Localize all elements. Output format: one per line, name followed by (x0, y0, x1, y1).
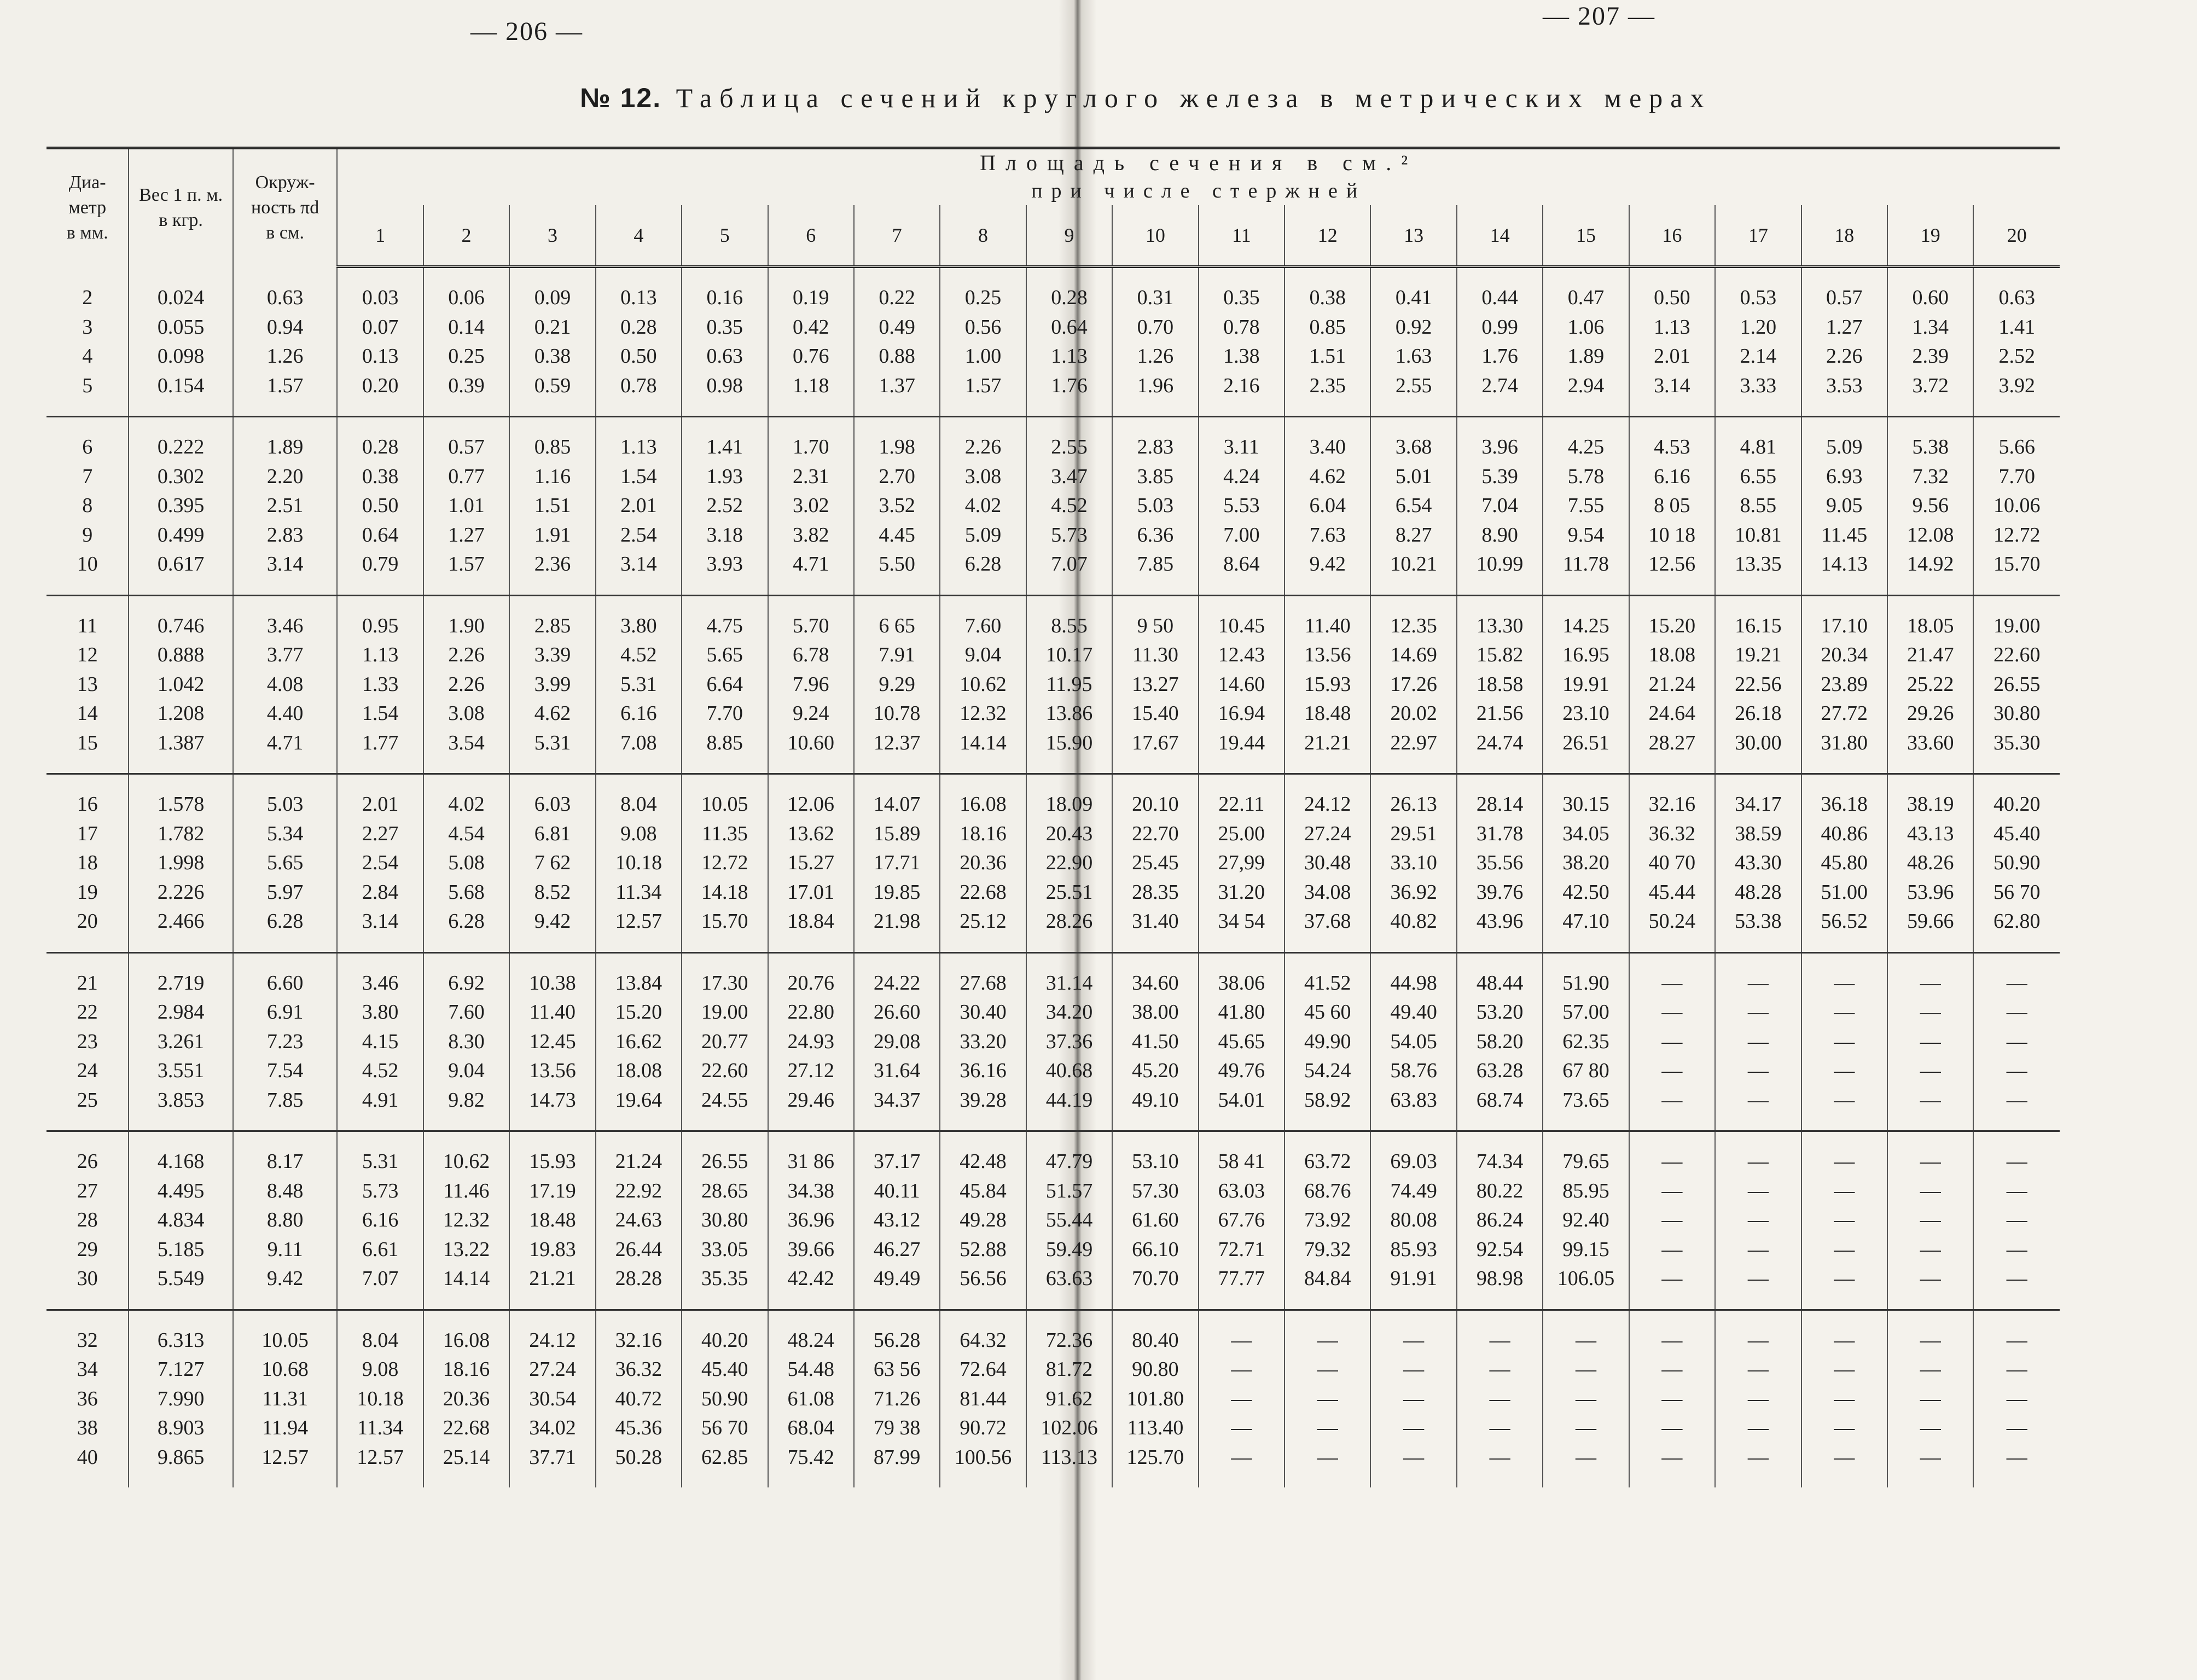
area-cell: — — — — — (1973, 969, 2060, 1115)
area-cell: 0.28 0.64 1.13 1.76 (1026, 283, 1112, 400)
header-rod-count-cell: 15 (1543, 205, 1629, 267)
area-cell: 24.12 27.24 30.54 34.02 37.71 (509, 1326, 595, 1473)
weight-cell: 6.313 7.127 7.990 8.903 9.865 (129, 1326, 233, 1473)
group-separator (47, 1131, 2060, 1148)
area-cell: 0.06 0.14 0.25 0.39 (423, 283, 509, 400)
area-cell: 12.35 14.69 17.26 20.02 22.97 (1370, 612, 1456, 758)
area-cell: — — — — — (1887, 969, 1973, 1115)
area-cell: 16.15 19.21 22.56 26.18 30.00 (1715, 612, 1801, 758)
table-title-text: Таблица сечений круглого железа в метрических мерах (676, 83, 1712, 113)
area-cell: 3.68 5.01 6.54 8.27 10.21 (1370, 433, 1456, 579)
area-cell: 0.13 0.28 0.50 0.78 (596, 283, 682, 400)
area-cell: 0.25 0.56 1.00 1.57 (940, 283, 1026, 400)
area-cell: 2.85 3.39 3.99 4.62 5.31 (509, 612, 595, 758)
area-cell: 0.19 0.42 0.76 1.18 (768, 283, 854, 400)
area-cell: 2.55 3.47 4.52 5.73 7.07 (1026, 433, 1112, 579)
area-cell: 1.41 1.93 2.52 3.18 3.93 (682, 433, 768, 579)
area-cell: 0.35 0.78 1.38 2.16 (1199, 283, 1285, 400)
area-cell: 20.10 22.70 25.45 28.35 31.40 (1112, 790, 1198, 937)
area-cell: 0.85 1.16 1.51 1.91 2.36 (509, 433, 595, 579)
area-cell: 13.84 15.20 16.62 18.08 19.64 (596, 969, 682, 1115)
area-cell: 3.46 3.80 4.15 4.52 4.91 (337, 969, 423, 1115)
diameter-cell: 11 12 13 14 15 (77, 614, 98, 754)
area-cell: 0.95 1.13 1.33 1.54 1.77 (337, 612, 423, 758)
table-header (47, 148, 2060, 267)
area-cell: — — — — — (1199, 1326, 1285, 1473)
area-cell: 80.40 90.80 101.80 113.40 125.70 (1112, 1326, 1198, 1473)
diameter-cell: 26 27 28 29 30 (77, 1150, 98, 1290)
table-body (47, 267, 2060, 1488)
header-rod-count-cell: 6 (768, 205, 854, 267)
area-cell: 0.03 0.07 0.13 0.20 (337, 283, 423, 400)
table-row-group (47, 1326, 2060, 1473)
area-cell: 79.65 85.95 92.40 99.15 106.05 (1543, 1147, 1629, 1294)
table-row-group (47, 1147, 2060, 1294)
area-cell: 69.03 74.49 80.08 85.93 91.91 (1370, 1147, 1456, 1294)
header-rod-count-cell: 7 (854, 205, 940, 267)
diameter-cell: 2 3 4 5 (82, 286, 93, 397)
area-cell: 42.48 45.84 49.28 52.88 56.56 (940, 1147, 1026, 1294)
area-cell: — — — — — (1285, 1326, 1370, 1473)
table-row-group (47, 969, 2060, 1115)
area-cell: 0.31 0.70 1.26 1.96 (1112, 283, 1198, 400)
area-cell: 5.66 7.70 10.06 12.72 15.70 (1973, 433, 2060, 579)
header-rod-count-cell: 14 (1457, 205, 1543, 267)
area-cell: 18.05 21.47 25.22 29.26 33.60 (1887, 612, 1973, 758)
weight-cell: 2.719 2.984 3.261 3.551 3.853 (129, 969, 233, 1115)
area-cell: 19.00 22.60 26.55 30.80 35.30 (1973, 612, 2060, 758)
area-cell: — — — — — (1801, 1326, 1887, 1473)
circumference-cell: 3.46 3.77 4.08 4.40 4.71 (233, 612, 338, 758)
header-rod-count-cell: 20 (1973, 205, 2060, 267)
area-cell: 1.90 2.26 2.26 3.08 3.54 (423, 612, 509, 758)
area-cell: — — — — — (1543, 1326, 1629, 1473)
header-rod-count-cell: 12 (1285, 205, 1370, 267)
area-cell: 0.60 1.34 2.39 3.72 (1887, 283, 1973, 400)
area-cell: 36.18 40.86 45.80 51.00 56.52 (1801, 790, 1887, 937)
area-cell: 22.11 25.00 27,99 31.20 34 54 (1199, 790, 1285, 937)
area-cell: 24.22 26.60 29.08 31.64 34.37 (854, 969, 940, 1115)
group-separator (47, 774, 2060, 790)
area-cell: 17.30 19.00 20.77 22.60 24.55 (682, 969, 768, 1115)
diameter-cell: 6 7 8 9 10 (77, 435, 98, 575)
area-cell: 30.15 34.05 38.20 42.50 47.10 (1543, 790, 1629, 937)
weight-cell: 4.168 4.495 4.834 5.185 5.549 (129, 1147, 233, 1294)
header-rod-count-cell: 19 (1887, 205, 1973, 267)
area-cell: 2.83 3.85 5.03 6.36 7.85 (1112, 433, 1198, 579)
area-cell: — — — — — (1715, 1147, 1801, 1294)
circumference-cell: 1.89 2.20 2.51 2.83 3.14 (233, 433, 338, 579)
area-cell: 31.14 34.20 37.36 40.68 44.19 (1026, 969, 1112, 1115)
area-cell: 0.28 0.38 0.50 0.64 0.79 (337, 433, 423, 579)
header-rod-count-cell: 9 (1026, 205, 1112, 267)
area-cell: 14.07 15.89 17.71 19.85 21.98 (854, 790, 940, 937)
area-cell: 5.31 5.73 6.16 6.61 7.07 (337, 1147, 423, 1294)
header-rod-count-cell: 4 (596, 205, 682, 267)
area-cell: 5.70 6.78 7.96 9.24 10.60 (768, 612, 854, 758)
area-cell: — — — — — (1629, 1326, 1715, 1473)
group-separator (47, 417, 2060, 433)
circumference-cell: 6.60 6.91 7.23 7.54 7.85 (233, 969, 338, 1115)
area-cell: 3.11 4.24 5.53 7.00 8.64 (1199, 433, 1285, 579)
area-cell: 38.19 43.13 48.26 53.96 59.66 (1887, 790, 1973, 937)
area-cell: 44.98 49.40 54.05 58.76 63.83 (1370, 969, 1456, 1115)
area-cell: 4.75 5.65 6.64 7.70 8.85 (682, 612, 768, 758)
area-cell: 10.45 12.43 14.60 16.94 19.44 (1199, 612, 1285, 758)
table-row-group (47, 283, 2060, 400)
page-number-left: — 206 — (470, 17, 583, 46)
group-separator (47, 952, 2060, 969)
area-cell: — — — — — (1715, 1326, 1801, 1473)
group-separator (47, 595, 2060, 612)
area-cell: 26.13 29.51 33.10 36.92 40.82 (1370, 790, 1456, 937)
area-cell: 21.24 22.92 24.63 26.44 28.28 (596, 1147, 682, 1294)
area-cell: — — — — — (1715, 969, 1801, 1115)
header-diameter: Диа- метр в мм. (47, 148, 129, 267)
area-cell: 10.38 11.40 12.45 13.56 14.73 (509, 969, 595, 1115)
page-number-right: — 207 — (1543, 2, 1655, 31)
table-row-group (47, 612, 2060, 758)
area-cell: 5.38 7.32 9.56 12.08 14.92 (1887, 433, 1973, 579)
weight-cell: 0.746 0.888 1.042 1.208 1.387 (129, 612, 233, 758)
circumference-cell: 10.05 10.68 11.31 11.94 12.57 (233, 1326, 338, 1473)
area-cell: 1.98 2.70 3.52 4.45 5.50 (854, 433, 940, 579)
group-separator (47, 267, 2060, 284)
area-cell: 2.26 3.08 4.02 5.09 6.28 (940, 433, 1026, 579)
area-cell: 15.93 17.19 18.48 19.83 21.21 (509, 1147, 595, 1294)
table-row-group (47, 433, 2060, 579)
area-cell: 16.08 18.16 20.36 22.68 25.12 (940, 790, 1026, 937)
area-cell: 13.30 15.82 18.58 21.56 24.74 (1457, 612, 1543, 758)
area-cell: 51.90 57.00 62.35 67 80 73.65 (1543, 969, 1629, 1115)
area-cell: 38.06 41.80 45.65 49.76 54.01 (1199, 969, 1285, 1115)
area-cell: 4.53 6.16 8 05 10 18 12.56 (1629, 433, 1715, 579)
header-rod-count: при числе стержней (337, 177, 2060, 205)
header-rod-count-cell: 11 (1199, 205, 1285, 267)
diameter-cell: 21 22 23 24 25 (77, 971, 98, 1112)
area-cell: — — — — — (1370, 1326, 1456, 1473)
area-cell: 10.05 11.35 12.72 14.18 15.70 (682, 790, 768, 937)
area-cell: 4.25 5.78 7.55 9.54 11.78 (1543, 433, 1629, 579)
header-circumference: Окруж- ность πd в см. (233, 148, 338, 267)
area-cell: — — — — — (1973, 1326, 2060, 1473)
area-cell: 17.10 20.34 23.89 27.72 31.80 (1801, 612, 1887, 758)
area-cell: 28.14 31.78 35.56 39.76 43.96 (1457, 790, 1543, 937)
area-cell: 6 65 7.91 9.29 10.78 12.37 (854, 612, 940, 758)
area-cell: 32.16 36.32 40 70 45.44 50.24 (1629, 790, 1715, 937)
area-cell: 14.25 16.95 19.91 23.10 26.51 (1543, 612, 1629, 758)
header-rod-count-cell: 16 (1629, 205, 1715, 267)
area-cell: 58 41 63.03 67.76 72.71 77.77 (1199, 1147, 1285, 1294)
area-cell: 16.08 18.16 20.36 22.68 25.14 (423, 1326, 509, 1473)
header-rod-count-cell: 13 (1370, 205, 1456, 267)
area-cell: 20.76 22.80 24.93 27.12 29.46 (768, 969, 854, 1115)
area-cell: 0.41 0.92 1.63 2.55 (1370, 283, 1456, 400)
area-cell: 4.81 6.55 8.55 10.81 13.35 (1715, 433, 1801, 579)
area-cell: — — — — — (1973, 1147, 2060, 1294)
circumference-cell: 8.17 8.48 8.80 9.11 9.42 (233, 1147, 338, 1294)
header-rod-count-cell: 5 (682, 205, 768, 267)
area-cell: 3.96 5.39 7.04 8.90 10.99 (1457, 433, 1543, 579)
header-rod-count-cell: 8 (940, 205, 1026, 267)
area-cell: 10.62 11.46 12.32 13.22 14.14 (423, 1147, 509, 1294)
area-cell: 3.40 4.62 6.04 7.63 9.42 (1285, 433, 1370, 579)
area-cell: 11.40 13.56 15.93 18.48 21.21 (1285, 612, 1370, 758)
area-cell: 72.36 81.72 91.62 102.06 113.13 (1026, 1326, 1112, 1473)
area-cell: 0.16 0.35 0.63 0.98 (682, 283, 768, 400)
header-rod-count-cell: 2 (423, 205, 509, 267)
area-cell: 2.01 2.27 2.54 2.84 3.14 (337, 790, 423, 937)
header-rod-count-cell: 1 (337, 205, 423, 267)
area-cell: 24.12 27.24 30.48 34.08 37.68 (1285, 790, 1370, 937)
area-cell: 0.09 0.21 0.38 0.59 (509, 283, 595, 400)
header-rod-count-cell: 3 (509, 205, 595, 267)
area-cell: 40.20 45.40 50.90 56 70 62.80 (1973, 790, 2060, 937)
area-cell: 8.04 9.08 10.18 11.34 12.57 (337, 1326, 423, 1473)
area-cell: — — — — — (1629, 1147, 1715, 1294)
area-cell: 18.09 20.43 22.90 25.51 28.26 (1026, 790, 1112, 937)
area-cell: 48.44 53.20 58.20 63.28 68.74 (1457, 969, 1543, 1115)
area-cell: 47.79 51.57 55.44 59.49 63.63 (1026, 1147, 1112, 1294)
area-cell: 7.60 9.04 10.62 12.32 14.14 (940, 612, 1026, 758)
table-row-group (47, 790, 2060, 937)
area-cell: 6.03 6.81 7 62 8.52 9.42 (509, 790, 595, 937)
header-rod-count-cell: 17 (1715, 205, 1801, 267)
area-cell: 9 50 11.30 13.27 15.40 17.67 (1112, 612, 1198, 758)
circumference-cell: 5.03 5.34 5.65 5.97 6.28 (233, 790, 338, 937)
area-cell: 0.44 0.99 1.76 2.74 (1457, 283, 1543, 400)
area-cell: 27.68 30.40 33.20 36.16 39.28 (940, 969, 1026, 1115)
area-cell: 48.24 54.48 61.08 68.04 75.42 (768, 1326, 854, 1473)
area-cell: 4.02 4.54 5.08 5.68 6.28 (423, 790, 509, 937)
area-cell: 5.09 6.93 9.05 11.45 14.13 (1801, 433, 1887, 579)
area-cell: — — — — — (1801, 1147, 1887, 1294)
area-cell: 0.22 0.49 0.88 1.37 (854, 283, 940, 400)
area-cell: 3.80 4.52 5.31 6.16 7.08 (596, 612, 682, 758)
area-cell: 1.13 1.54 2.01 2.54 3.14 (596, 433, 682, 579)
area-cell: — — — — — (1887, 1147, 1973, 1294)
area-cell: 53.10 57.30 61.60 66.10 70.70 (1112, 1147, 1198, 1294)
area-cell: 64.32 72.64 81.44 90.72 100.56 (940, 1326, 1026, 1473)
area-cell: 0.57 1.27 2.26 3.53 (1801, 283, 1887, 400)
area-cell: 32.16 36.32 40.72 45.36 50.28 (596, 1326, 682, 1473)
area-cell: 6.92 7.60 8.30 9.04 9.82 (423, 969, 509, 1115)
group-separator (47, 1310, 2060, 1326)
weight-cell: 1.578 1.782 1.998 2.226 2.466 (129, 790, 233, 937)
area-cell: 12.06 13.62 15.27 17.01 18.84 (768, 790, 854, 937)
area-cell: 8.04 9.08 10.18 11.34 12.57 (596, 790, 682, 937)
area-cell: 1.70 2.31 3.02 3.82 4.71 (768, 433, 854, 579)
area-cell: 41.52 45 60 49.90 54.24 58.92 (1285, 969, 1370, 1115)
area-cell: 34.60 38.00 41.50 45.20 49.10 (1112, 969, 1198, 1115)
area-cell: 74.34 80.22 86.24 92.54 98.98 (1457, 1147, 1543, 1294)
diameter-cell: 32 34 36 38 40 (77, 1328, 98, 1469)
area-cell: 40.20 45.40 50.90 56 70 62.85 (682, 1326, 768, 1473)
header-area: Площадь сечения в см.² (337, 148, 2060, 177)
area-cell: 0.63 1.41 2.52 3.92 (1973, 283, 2060, 400)
area-cell: — — — — — (1457, 1326, 1543, 1473)
area-cell: 0.57 0.77 1.01 1.27 1.57 (423, 433, 509, 579)
area-cell: 0.38 0.85 1.51 2.35 (1285, 283, 1370, 400)
area-cell: — — — — — (1629, 969, 1715, 1115)
area-cell: 15.20 18.08 21.24 24.64 28.27 (1629, 612, 1715, 758)
area-cell: 34.17 38.59 43.30 48.28 53.38 (1715, 790, 1801, 937)
weight-cell: 0.222 0.302 0.395 0.499 0.617 (129, 433, 233, 579)
table-number: № 12. (580, 83, 662, 113)
area-cell: 26.55 28.65 30.80 33.05 35.35 (682, 1147, 768, 1294)
area-cell: — — — — — (1887, 1326, 1973, 1473)
diameter-cell: 16 17 18 19 20 (77, 793, 98, 933)
circumference-cell: 0.63 0.94 1.26 1.57 (233, 283, 338, 400)
header-rod-count-cell: 18 (1801, 205, 1887, 267)
area-cell: 8.55 10.17 11.95 13.86 15.90 (1026, 612, 1112, 758)
area-cell: 56.28 63 56 71.26 79 38 87.99 (854, 1326, 940, 1473)
table-title (580, 82, 1712, 114)
area-cell: 0.53 1.20 2.14 3.33 (1715, 283, 1801, 400)
weight-cell: 0.024 0.055 0.098 0.154 (129, 283, 233, 400)
rod-count-row (47, 205, 2060, 267)
area-cell: 31 86 34.38 36.96 39.66 42.42 (768, 1147, 854, 1294)
cross-section-table (47, 147, 2060, 1487)
area-cell: 63.72 68.76 73.92 79.32 84.84 (1285, 1147, 1370, 1294)
area-cell: 0.47 1.06 1.89 2.94 (1543, 283, 1629, 400)
area-cell: 37.17 40.11 43.12 46.27 49.49 (854, 1147, 940, 1294)
area-cell: 0.50 1.13 2.01 3.14 (1629, 283, 1715, 400)
header-weight: Вес 1 п. м. в кгр. (129, 148, 233, 267)
area-cell: — — — — — (1801, 969, 1887, 1115)
header-rod-count-cell: 10 (1112, 205, 1198, 267)
